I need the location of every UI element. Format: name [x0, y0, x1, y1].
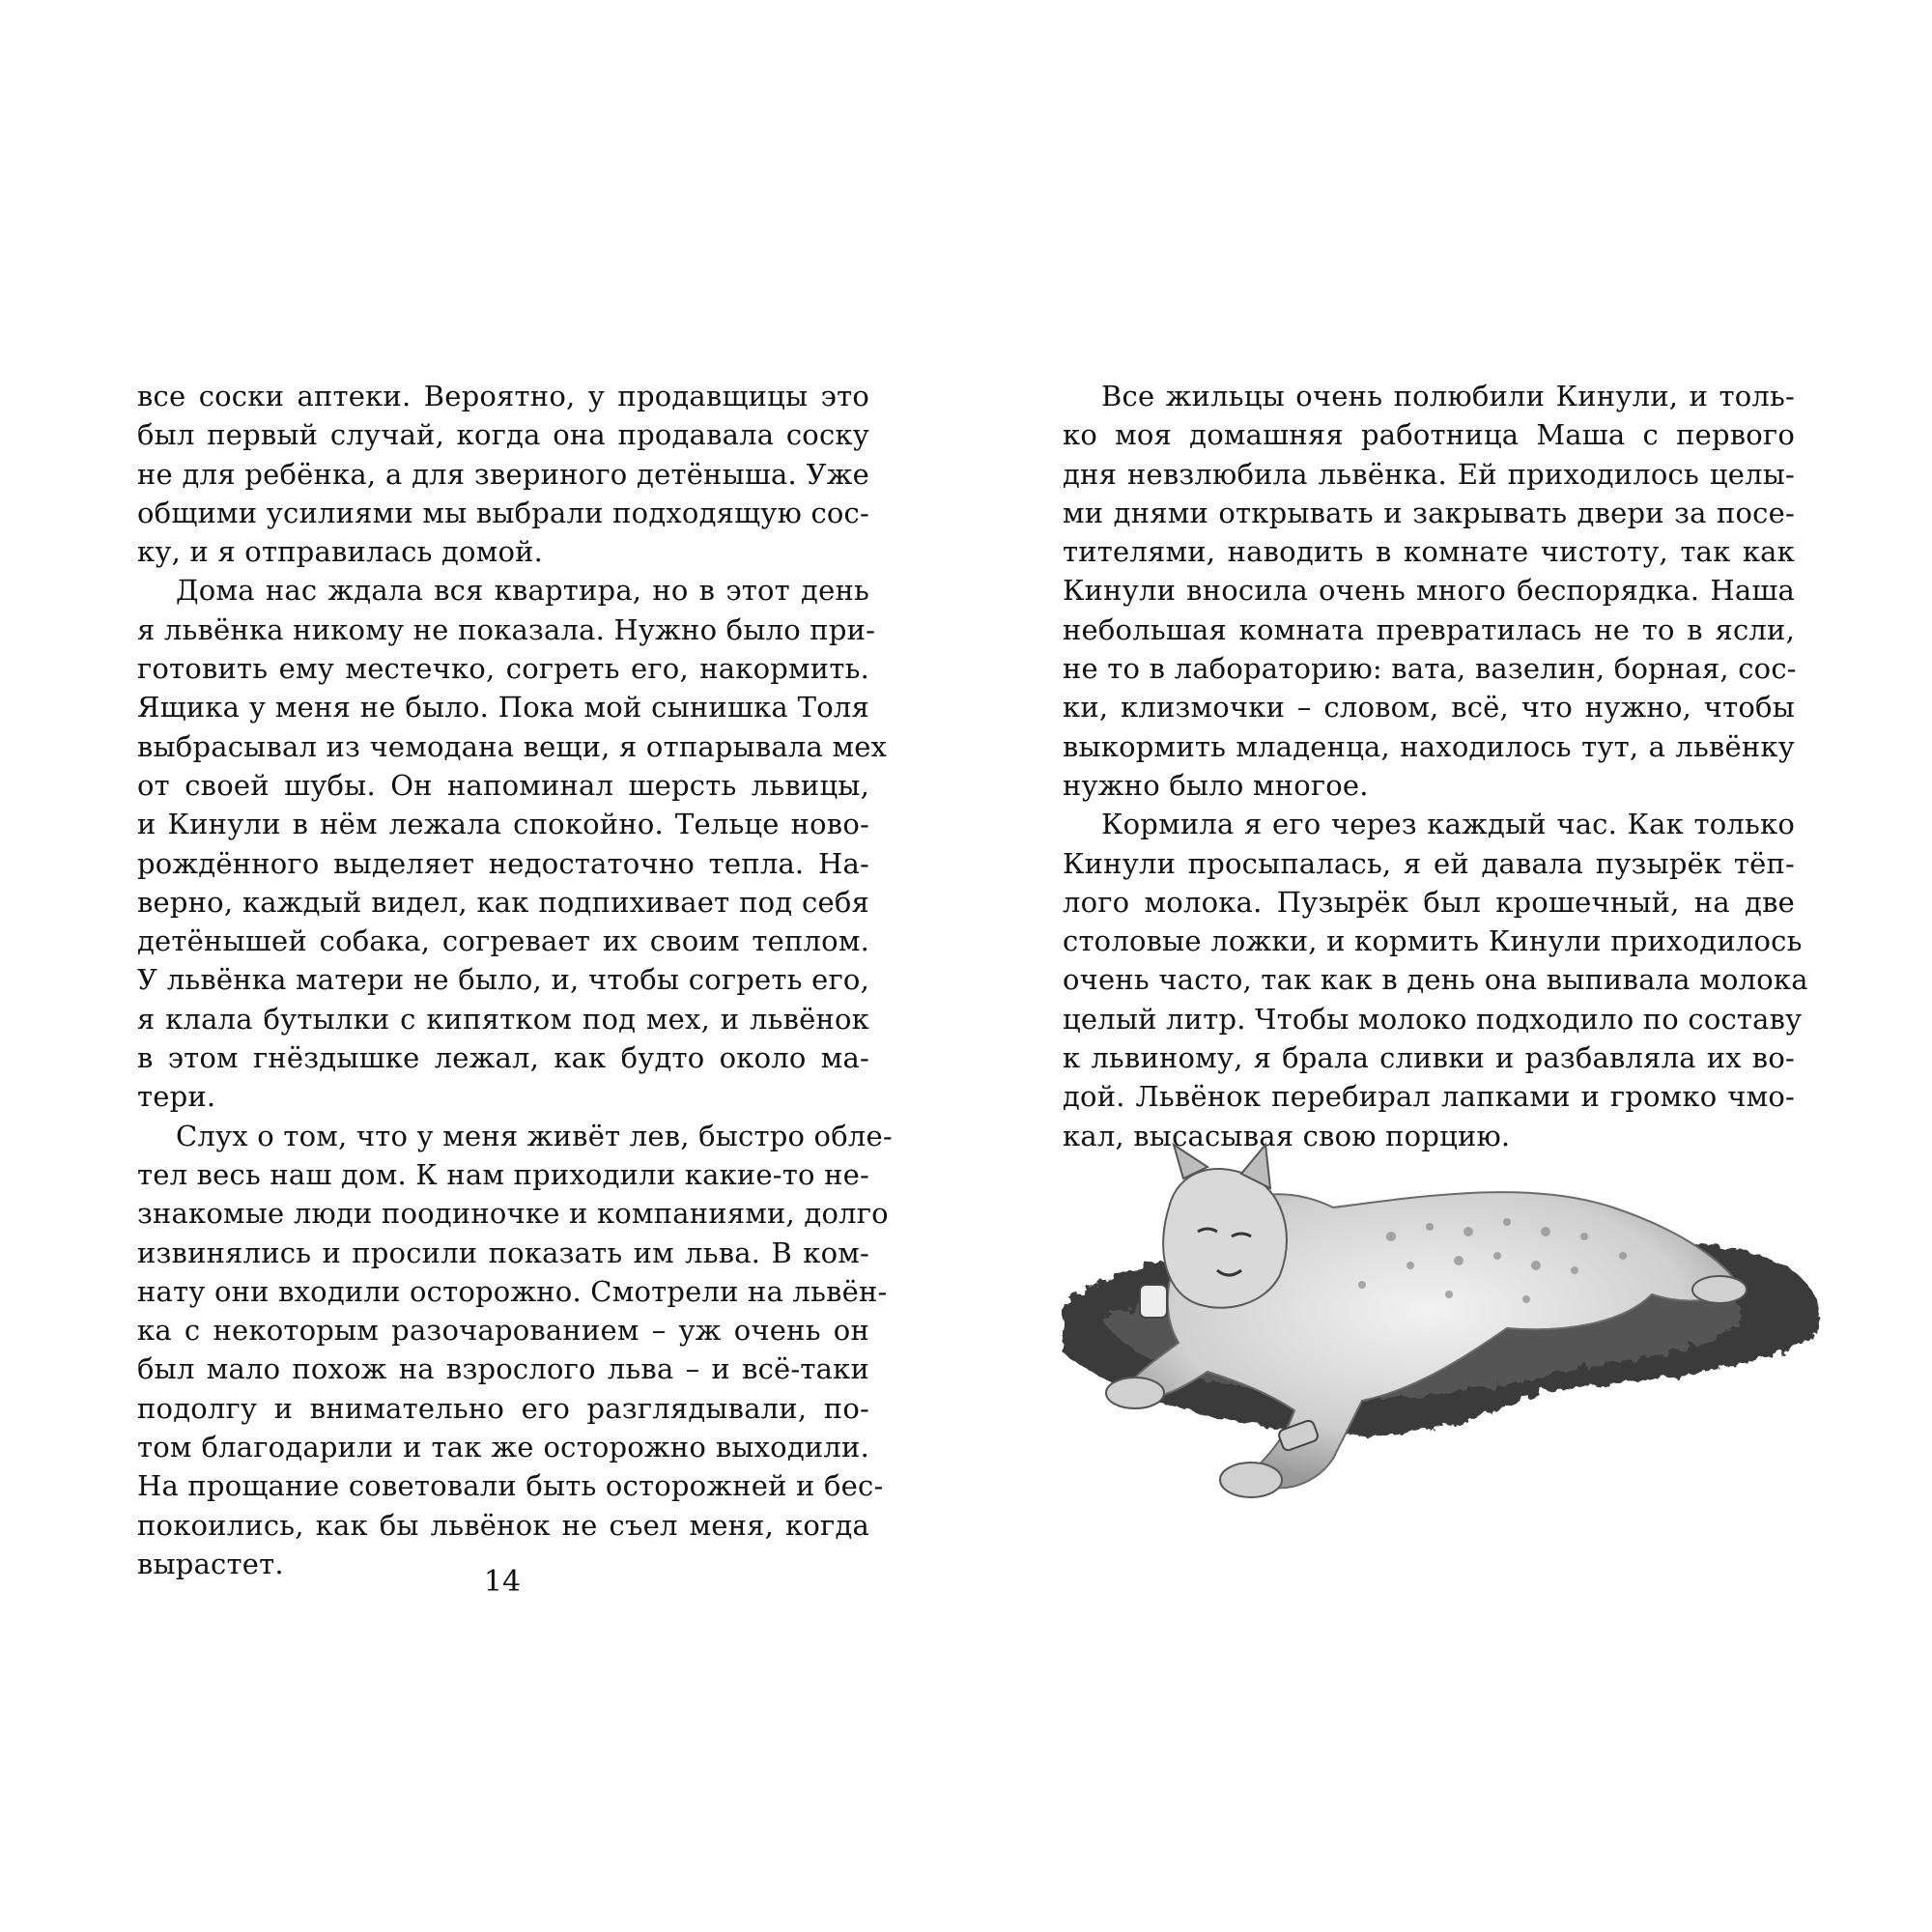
text-line: я львёнка никому не показала. Нужно было при-	[137, 612, 876, 646]
text-line: нужно было многое.	[1063, 768, 1369, 802]
text-line: нату они входили осторожно. Смотрели на львён-	[137, 1274, 888, 1308]
page-number: 14	[483, 1565, 522, 1599]
text-line: небольшая комната превратилась не то в ясли,	[1063, 612, 1795, 646]
text-line: знакомые люди поодиночке и компаниями, долго	[137, 1197, 889, 1231]
text-line: дня невзлюбила львёнка. Ей приходилось целы-	[1063, 457, 1795, 491]
text-line: вырастет.	[137, 1547, 284, 1580]
text-line: от своей шубы. Он напоминал шерсть львицы,	[137, 768, 869, 802]
text-line: На прощание советовали быть осторожней и бес-	[137, 1469, 884, 1503]
text-line: общими усилиями мы выбрали подходящую сос-	[137, 496, 869, 529]
text-line: ку, и я отправилась домой.	[137, 535, 544, 569]
text-line: Ящика у меня не было. Пока мой сынишка Толя	[137, 691, 869, 724]
text-line: ко моя домашняя работница Маша с первого	[1063, 418, 1795, 452]
text-line: тителями, наводить в комнате чистоту, так как	[1063, 535, 1795, 569]
text-line: ки, клизмочки – словом, всё, что нужно, чтобы	[1063, 691, 1795, 724]
text-line: кал, высасывая свою порцию.	[1063, 1119, 1511, 1152]
text-line: Кормила я его через каждый час. Как только	[1101, 808, 1795, 841]
left-page-text	[137, 377, 893, 1583]
text-line: Кинули просыпалась, я ей давала пузырёк тёп-	[1063, 846, 1795, 880]
text-line: Все жильцы очень полюбили Кинули, и толь-	[1101, 380, 1795, 412]
text-line: лого молока. Пузырёк был крошечный, на две	[1063, 885, 1795, 919]
right-page-text	[1063, 377, 1808, 1155]
text-line: покоились, как бы львёнок не съел меня, когда	[137, 1508, 869, 1542]
text-line: не для ребёнка, а для звериного детёныша. Уже	[137, 457, 869, 491]
text-line: У львёнка матери не было, и, чтобы согреть его,	[137, 963, 869, 997]
text-line: подолгу и внимательно его разглядывали, по-	[137, 1391, 869, 1425]
text-line: был первый случай, когда она продавала соску	[137, 418, 869, 452]
text-line: и Кинули в нём лежала спокойно. Тельце ново-	[137, 808, 869, 841]
text-line: тери.	[137, 1080, 216, 1114]
lion-cub-illustration	[1043, 1140, 1845, 1546]
text-line: к львиному, я брала сливки и разбавляла их во-	[1063, 1041, 1795, 1075]
text-line: выбрасывал из чемодана вещи, я отпарывала мех	[137, 729, 888, 763]
text-line: рождённого выделяет недостаточно тепла. На-	[137, 846, 869, 880]
text-line: дой. Львёнок перебирал лапками и громко чмо-	[1063, 1080, 1795, 1114]
text-line: Кинули вносила очень много беспорядка. Наша	[1063, 574, 1795, 608]
text-line: не то в лабораторию: вата, вазелин, борная, сос-	[1063, 652, 1797, 686]
text-line: тел весь наш дом. К нам приходили какие-то не-	[137, 1157, 869, 1191]
text-line: том благодарили и так же осторожно выходили.	[137, 1431, 869, 1464]
text-line: детёнышей собака, согревает их своим теплом.	[137, 924, 869, 958]
text-line: все соски аптеки. Вероятно, у продавщицы это	[137, 380, 869, 412]
text-line: в этом гнёздышке лежал, как будто около ма-	[137, 1041, 869, 1075]
text-line: целый литр. Чтобы молоко подходило по составу	[1063, 1002, 1803, 1036]
text-line: выкормить младенца, находилось тут, а львёнку	[1063, 729, 1795, 763]
text-line: был мало похож на взрослого льва – и всё-таки	[137, 1352, 869, 1386]
text-line: готовить ему местечко, согреть его, накормить.	[137, 652, 869, 686]
text-line: ка с некоторым разочарованием – уж очень он	[137, 1314, 869, 1348]
text-line: столовые ложки, и кормить Кинули приходилось	[1063, 924, 1803, 958]
text-line: Дома нас ждала вся квартира, но в этот день	[176, 574, 869, 608]
text-line: Слух о том, что у меня живёт лев, быстро обле-	[176, 1119, 893, 1152]
text-line: ми днями открывать и закрывать двери за посе-	[1063, 496, 1795, 529]
text-line: очень часто, так как в день она выпивала молока	[1063, 963, 1808, 997]
text-line: я клала бутылки с кипятком под мех, и львёнок	[137, 1002, 869, 1036]
text-line: извинялись и просили показать им льва. В ком-	[137, 1236, 869, 1269]
text-line: верно, каждый видел, как подпихивает под себя	[137, 885, 869, 919]
